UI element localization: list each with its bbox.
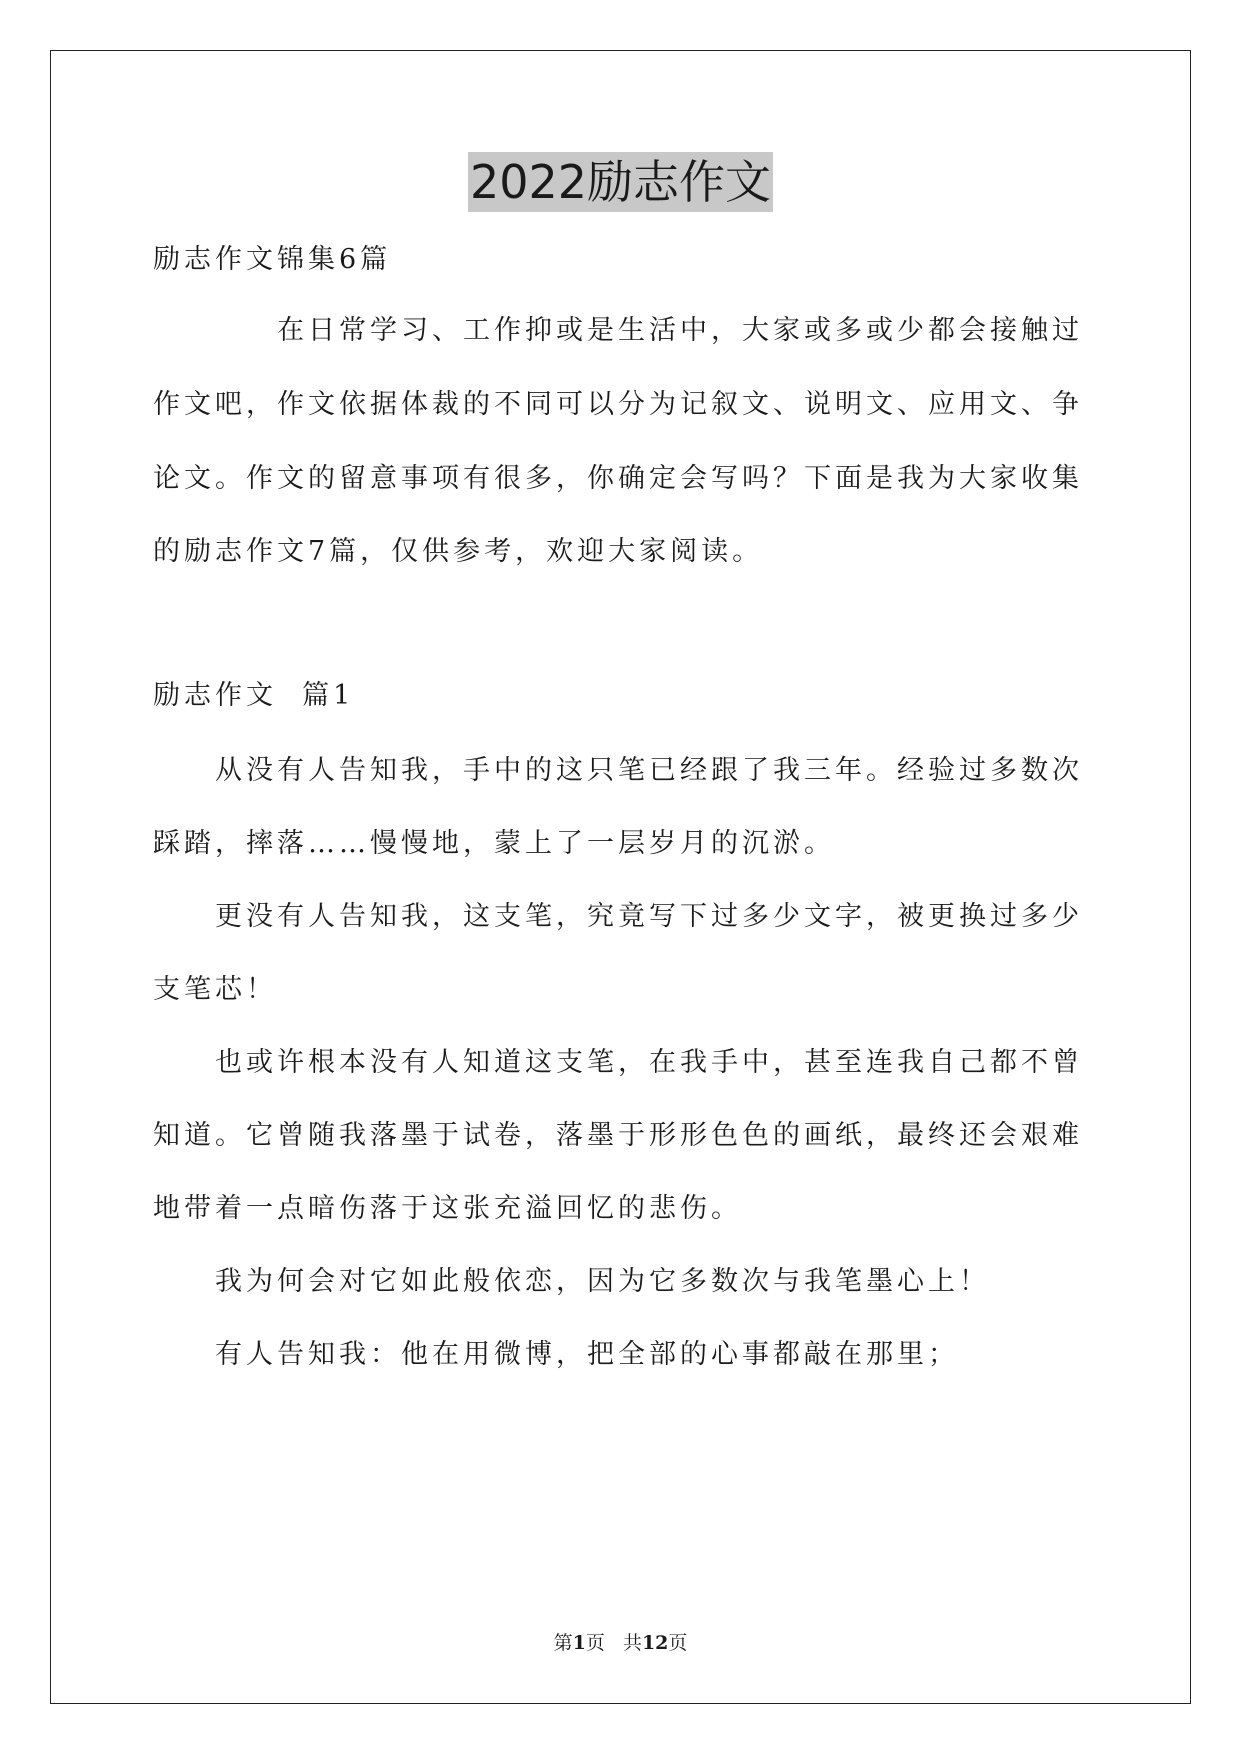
body-line: 我为何会对它如此般依恋，因为它多数次与我笔墨心上！ (215, 1266, 990, 1297)
document-subtitle: 励志作文锦集6篇 (153, 244, 392, 275)
footer-page-number: 1 (572, 1632, 586, 1654)
section-heading: 励志作文 篇1 (153, 680, 355, 711)
intro-line: 的励志作文7篇，仅供参考，欢迎大家阅读。 (153, 536, 764, 567)
body-line: 更没有人告知我，这支笔，究竟写下过多少文字，被更换过多少 (215, 901, 1083, 932)
footer-prefix: 第 (553, 1632, 573, 1654)
intro-line: 在日常学习、工作抑或是生活中，大家或多或少都会接触过 (277, 315, 1083, 346)
page-border (50, 50, 1191, 1704)
body-line: 地带着一点暗伤落于这张充溢回忆的悲伤。 (153, 1193, 742, 1224)
page-footer (0, 1630, 1241, 1656)
intro-line: 作文吧，作文依据体裁的不同可以分为记叙文、说明文、应用文、争 (153, 389, 1083, 420)
body-line: 支笔芯！ (153, 974, 277, 1005)
body-line: 踩踏，摔落……慢慢地，蒙上了一层岁月的沉淤。 (153, 828, 835, 859)
intro-line: 论文。作文的留意事项有很多，你确定会写吗？下面是我为大家收集 (153, 463, 1083, 494)
footer-suffix: 页 (668, 1632, 688, 1654)
title-container (0, 152, 1241, 212)
body-line: 从没有人告知我，手中的这只笔已经跟了我三年。经验过多数次 (215, 755, 1083, 786)
footer-mid: 页 共 (585, 1632, 642, 1654)
body-line: 也或许根本没有人知道这支笔，在我手中，甚至连我自己都不曾 (215, 1047, 1083, 1078)
document-title: 2022励志作文 (468, 152, 773, 212)
footer-total-pages: 12 (641, 1632, 669, 1654)
body-line: 知道。它曾随我落墨于试卷，落墨于形形色色的画纸，最终还会艰难 (153, 1120, 1083, 1151)
body-line: 有人告知我：他在用微博，把全部的心事都敲在那里； (215, 1339, 959, 1370)
